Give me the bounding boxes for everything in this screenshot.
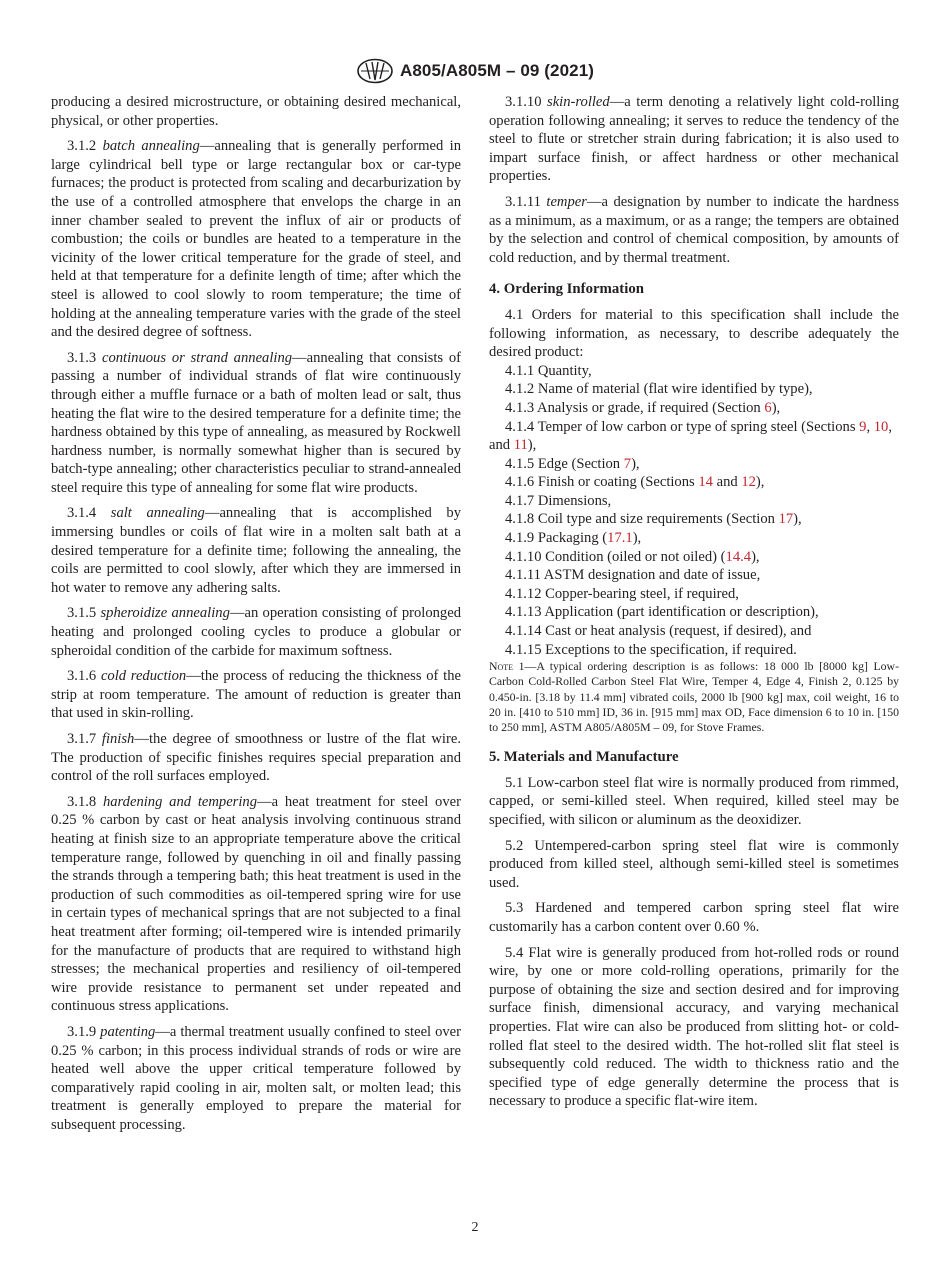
section-14-4-link[interactable]: 14.4 xyxy=(725,548,752,565)
paragraph-5-4: 5.4 Flat wire is generally produced from hot-rolled rods or round wire, by one or more cold-rolling operations, primarily for the purpose of obtaining the size and section desired and for improving surface finish, dimensional accuracy, and varying mechanical properties. Flat wire can also be produced from slitting hot- or cold-rolled flat steel to the desired width. The hot-rolled slit flat steel is subsequently cold reduced. The width to thickness ratio and the specified type of edge generally determine the process that is necessary to produce a specific flat-wire item. xyxy=(489,944,899,1110)
definition-patenting: 3.1.9 patenting—a thermal treatment usually confined to steel over 0.25 % carbon; in this process individual strands of rods or wire are heated well above the upper critical temperature followed by comparatively rapid cooling in air, molten salt, or molten lead; this treatment is generally employed to prepare the material for subsequent processing. xyxy=(51,1023,461,1133)
list-item-4-1-9: 4.1.9 Packaging (17.1), xyxy=(505,530,642,547)
definition-cold-reduction: 3.1.6 cold reduction—the process of reducing the thickness of the strip at room temperature. The amount of reduction is greater than that used in skin-rolling. xyxy=(51,668,461,722)
left-column xyxy=(51,93,461,1141)
list-item-4-1-3: 4.1.3 Analysis or grade, if required (Section 6), xyxy=(505,399,781,416)
list-item-4-1-10: 4.1.10 Condition (oiled or not oiled) (14.4), xyxy=(505,548,760,565)
definition-salt-annealing: 3.1.4 salt annealing—annealing that is accomplished by immersing bundles or coils of flat wire in a molten salt bath at a desired temperature for a definite time; following the annealing, the coils are permitted to cool slowly, after which they are immersed in hot water to remove any adhering salts. xyxy=(51,505,461,596)
definition-hardening-tempering: 3.1.8 hardening and tempering—a heat treatment for steel over 0.25 % carbon by cast or heat analysis involving continuous strand heating at finish size to an appropriate temperature above the critical temperature range, followed by quenching in oil and finally passing the strands through a tempering bath; this heat treatment is used in the production of such commodities as oil-tempered spring wire for use in certain types of mechanical springs that are not subjected to a final heat treatment after forming; oil-tempered wire is intended primarily for the manufacture of products that are required to withstand high stresses; the mechanical properties and resiliency of oil-tempered wire provide resistance to permanent set under repeated and continuous stress applications. xyxy=(51,793,461,1015)
section-12-link[interactable]: 12 xyxy=(741,474,756,491)
definition-strand-annealing: 3.1.3 continuous or strand annealing—annealing that consists of passing a number of individual strands of flat wire continuously through either a muffle furnace or a bath of molten lead or salt, thus heating the flat wire to the desired temperature for a definite time; the hardness obtained by this type of annealing, as measured by Rockwell hardness number, is normally somewhat higher than is secured by batch-type annealing; other characteristics peculiar to strand-annealed steel require this type of annealing for some flat wire products. xyxy=(51,349,461,496)
section-heading-ordering: 4. Ordering Information xyxy=(489,281,644,298)
paragraph-4-1: 4.1 Orders for material to this specification shall include the following information, as necessary, to describe adequately the desired product: xyxy=(489,306,899,361)
paragraph-5-2: 5.2 Untempered-carbon spring steel flat wire is commonly produced from killed steel, although semi-killed steel is sometimes used. xyxy=(489,837,899,891)
list-item-4-1-8: 4.1.8 Coil type and size requirements (Section 17), xyxy=(505,511,802,528)
section-17-link[interactable]: 17 xyxy=(778,511,794,528)
right-column xyxy=(489,93,899,1118)
list-item-4-1-2: 4.1.2 Name of material (flat wire identified by type), xyxy=(505,381,813,398)
section-7-link[interactable]: 7 xyxy=(623,455,632,472)
list-item-4-1-14: 4.1.14 Cast or heat analysis (request, if desired), and xyxy=(505,623,812,640)
list-item-4-1-7: 4.1.7 Dimensions, xyxy=(505,492,612,509)
astm-logo-icon xyxy=(356,58,394,84)
definition-spheroidize-annealing: 3.1.5 spheroidize annealing—an operation consisting of prolonged heating and prolonged cooling cycles to produce a globular or spheroidal condition of the carbide for maximum softness. xyxy=(51,605,461,659)
definition-batch-annealing: 3.1.2 batch annealing—annealing that is generally performed in large cylindrical bell type or large rectangular box or car-type furnaces; the product is protected from scaling and decarburization by the use of a controlled atmosphere that envelops the charge in an inner chamber sealed to prevent the influx of air or products of combustion; the coils or bundles are heated to a temperature in the vicinity of the lower critical temperature for the grade of steel, and held at that temperature for a definite length of time; after which the steel is allowed to cool slowly to room temperature; the time of holding at the annealing temperature varies with the grade of the steel and the desired degree of softness. xyxy=(51,138,461,341)
paragraph-5-1: 5.1 Low-carbon steel flat wire is normally produced from rimmed, capped, or semi-killed steel. When required, killed steel may be specified, with silicon or aluminum as the deoxidizer. xyxy=(489,774,899,829)
page-number: 2 xyxy=(471,1220,479,1235)
list-item-4-1-15: 4.1.15 Exceptions to the specification, if required. xyxy=(505,641,797,658)
definition-skin-rolled: 3.1.10 skin-rolled—a term denoting a relatively light cold-rolling operation following annealing; it serves to reduce the tendency of the steel to flute or stretcher strain during fabrication; it is also used to impart surface finish, or affect hardness or other mechanical properties. xyxy=(489,94,899,185)
section-17-1-link[interactable]: 17.1 xyxy=(607,530,633,547)
list-item-4-1-11: 4.1.11 ASTM designation and date of issue, xyxy=(505,567,761,584)
list-item-4-1-4: 4.1.4 Temper of low carbon or type of spring steel (Sections 9, 10, and 11), xyxy=(489,418,892,454)
note-1: Note 1—A typical ordering description is as follows: 18 000 lb [8000 kg] Low-Carbon Cold-Rolled Carbon Steel Flat Wire, Temper 4, Edge 4, Finish 2, 0.125 by 0.450-in. [3.18 by 11.4 mm] vibrated coils, 2000 lb [900 kg] max, coil weight, 16 to 20 in. [410 to 510 mm] ID, 36 in. [915 mm] max OD, Face dimension 6 to 10 in. [150 to 250 mm], ASTM A805/A805M – 09, for Stove Frames. xyxy=(489,659,899,735)
section-6-link[interactable]: 6 xyxy=(764,399,772,416)
list-item-4-1-5: 4.1.5 Edge (Section 7), xyxy=(505,455,640,472)
list-item-4-1-1: 4.1.1 Quantity, xyxy=(505,362,592,379)
paragraph-5-3: 5.3 Hardened and tempered carbon spring steel flat wire customarily has a carbon content over 0.60 %. xyxy=(489,900,899,935)
page-header xyxy=(0,58,950,84)
section-9-link[interactable]: 9 xyxy=(859,418,867,435)
section-10-link[interactable]: 10 xyxy=(873,418,889,435)
definition-temper: 3.1.11 temper—a designation by number to indicate the hardness as a minimum, as a maximum, or as a range; the tempers are obtained by the selection and control of chemical composition, by amounts of cold reduction, and by thermal treatment. xyxy=(489,193,899,266)
definition-finish: 3.1.7 finish—the degree of smoothness or lustre of the flat wire. The production of specific finishes requires special preparation and control of the roll surfaces employed. xyxy=(51,731,461,785)
section-11-link[interactable]: 11 xyxy=(513,437,528,454)
paragraph-3-1-1-continued: producing a desired microstructure, or obtaining desired mechanical, physical, or other properties. xyxy=(51,94,461,129)
list-item-4-1-12: 4.1.12 Copper-bearing steel, if required, xyxy=(505,585,739,602)
document-title: A805/A805M – 09 (2021) xyxy=(399,61,595,80)
section-14-link[interactable]: 14 xyxy=(698,474,713,491)
list-item-4-1-6: 4.1.6 Finish or coating (Sections 14 and 12), xyxy=(505,474,765,491)
list-item-4-1-13: 4.1.13 Application (part identification or description), xyxy=(505,604,819,621)
section-heading-materials: 5. Materials and Manufacture xyxy=(489,749,679,766)
